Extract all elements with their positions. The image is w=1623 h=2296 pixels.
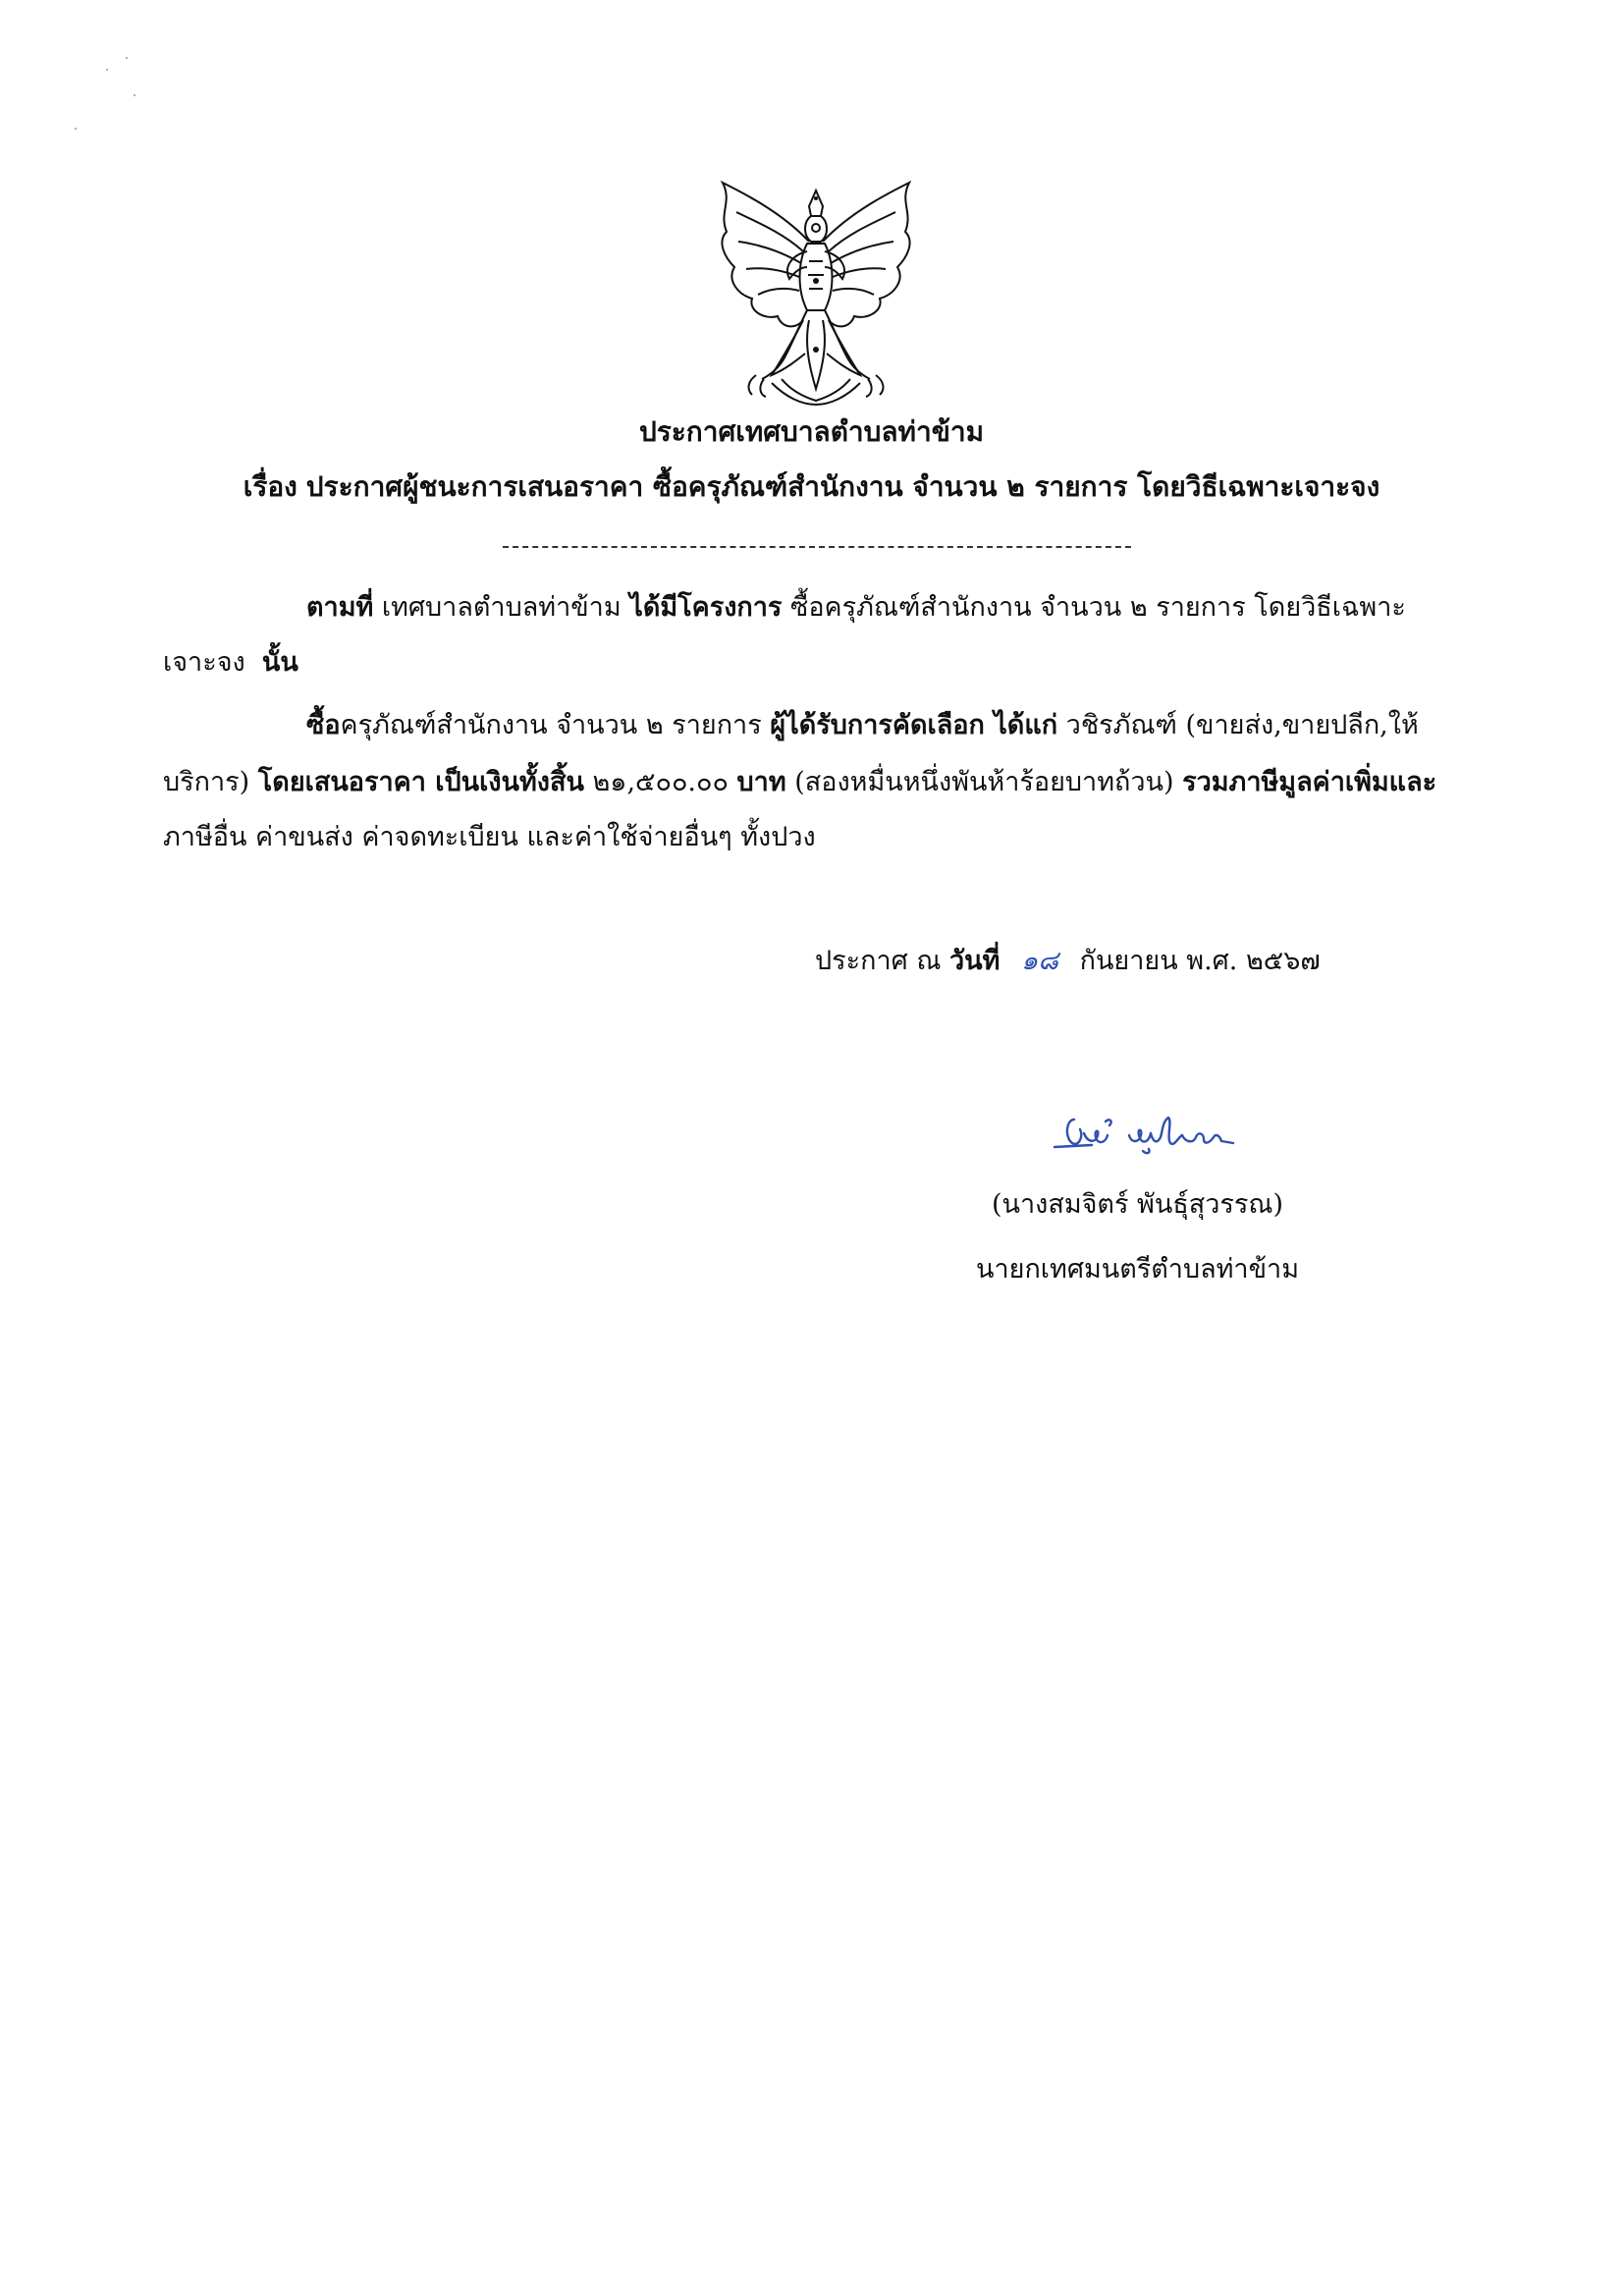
dateline (815, 939, 1321, 981)
announcement-subject (0, 465, 1623, 509)
header-divider (503, 546, 1131, 548)
paragraph-2-line-3: ภาษีอื่น ค่าขนส่ง ค่าจดทะเบียน และค่าใช้จ่ายอื่นๆ ทั้งปวง (163, 822, 816, 852)
paragraph-1-line-1 (306, 585, 1406, 628)
scan-speck (134, 94, 135, 96)
subject-text: ประกาศผู้ชนะการเสนอราคา ซื้อครุภัณฑ์สำนักงาน จำนวน ๒ รายการ โดยวิธีเฉพาะเจาะจง (305, 470, 1380, 503)
p2-winner-name: วชิรภัณฑ์ (ขายส่ง,ขายปลีก,ให้ (1057, 710, 1419, 740)
p2-lead: ซื้อ (306, 710, 341, 740)
p2-winner-label: ผู้ได้รับการคัดเลือก ได้แก่ (770, 710, 1058, 740)
garuda-emblem-icon (713, 173, 919, 407)
paragraph-2-line-2 (163, 760, 1436, 802)
dateline-day-label: วันที่ (949, 946, 1001, 976)
p2-amount-words: (สองหมื่นหนึ่งพันห้าร้อยบาทถ้วน) (785, 767, 1183, 797)
p1-project-text: ซื้อครุภัณฑ์สำนักงาน จำนวน ๒ รายการ โดยวิธีเฉพาะ (782, 592, 1406, 623)
p1-line2-end: นั้น (261, 647, 298, 678)
announcement-title: ประกาศเทศบาลตำบลท่าข้าม (638, 415, 985, 448)
signatory-position: นายกเทศมนตรีตำบลท่าข้าม (976, 1254, 1299, 1285)
p1-project-label: ได้มีโครงการ (629, 592, 783, 623)
scan-speck (126, 57, 128, 59)
handwritten-signature (1041, 1108, 1257, 1167)
scan-speck (106, 69, 108, 71)
p1-org: เทศบาลตำบลท่าข้าม (373, 592, 630, 623)
p2-price-label: โดยเสนอราคา เป็นเงินทั้งสิ้น (257, 767, 584, 797)
scan-speck (75, 128, 77, 130)
p2-amount: ๒๑,๕๐๐.๐๐ (583, 767, 737, 797)
paragraph-2-line-1 (306, 703, 1419, 745)
p2-currency: บาท (736, 767, 786, 797)
p2-line2-start: บริการ) (163, 767, 258, 797)
p1-line2-text: เจาะจง (163, 647, 262, 678)
dateline-month-year: กันยายน พ.ศ. ๒๕๖๗ (1079, 946, 1321, 976)
signatory-name: (นางสมจิตร์ พันธุ์สุวรรณ) (992, 1189, 1284, 1220)
paragraph-1-line-2 (163, 640, 298, 683)
dateline-day-value: ๑๘ (1021, 946, 1059, 976)
p2-item-text: ครุภัณฑ์สำนักงาน จำนวน ๒ รายการ (340, 710, 771, 740)
p1-lead: ตามที่ (306, 592, 374, 623)
p2-vat-label: รวมภาษีมูลค่าเพิ่มและ (1182, 767, 1437, 797)
dateline-prefix: ประกาศ ณ (815, 946, 950, 976)
subject-label: เรื่อง (243, 470, 298, 503)
